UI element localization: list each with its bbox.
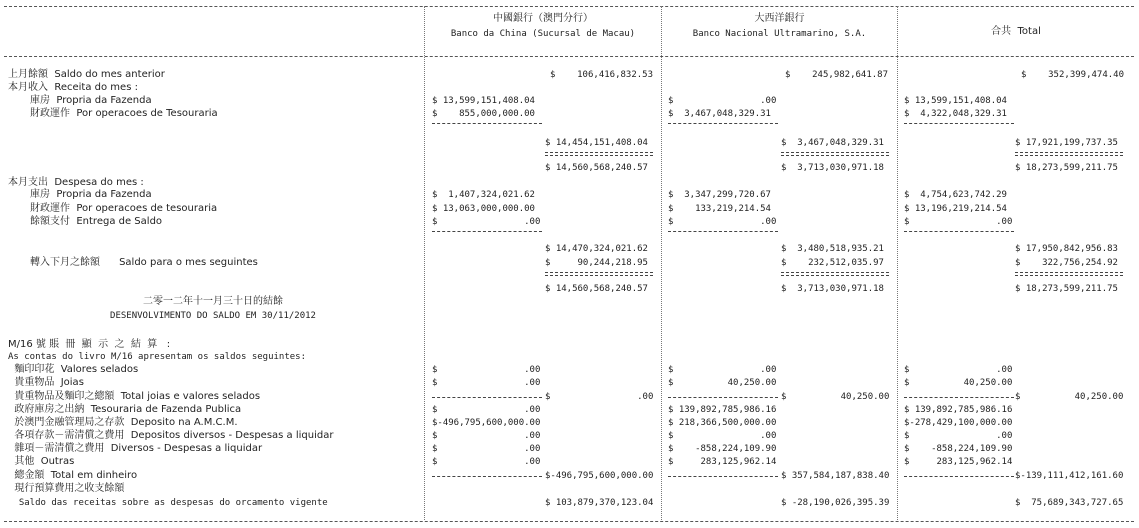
receipt-treasury-label: 庫房 Propria da Fazenda [30, 95, 152, 106]
section1-sum-total: $ 18,273,599,211.75 [1015, 163, 1118, 173]
balance-title-pt: DESENVOLVIMENTO DO SALDO EM 30/11/2012 [110, 311, 316, 321]
receipts-subtotal-total: $ 17,921,199,737.35 [1015, 138, 1118, 148]
joias-total-bnu: $ 40,250.00 [781, 392, 890, 402]
m16-row-bc: $ .00 [432, 405, 541, 415]
expense-saldo-bnu: $ .00 [668, 217, 777, 227]
m16-row-bnu: $ .00 [668, 431, 777, 441]
double-rule [781, 152, 889, 156]
rule [904, 476, 1014, 477]
expense-treasury-label: 庫房 Propria da Fazenda [30, 189, 152, 200]
m16-row-label: 政府庫房之出納 Tesouraria de Fazenda Publica [8, 404, 242, 415]
rule [668, 231, 778, 232]
expense-subtotal-total: $ 17,950,842,956.83 [1015, 244, 1118, 254]
expense-saldo-bc: $ .00 [432, 217, 541, 227]
m16-row-bc: $-496,795,600,000.00 [432, 418, 541, 428]
receipts-subtotal-bnu: $ 3,467,048,329.31 [781, 138, 884, 148]
carry-forward-label: 轉入下月之餘額 Saldo para o mes seguintes [30, 257, 258, 268]
budget-balance-bc: $ 103,879,370,123.04 [545, 498, 654, 508]
expense-operations-total: $ 13,196,219,214.54 [904, 204, 1007, 214]
m16-row-label: 其他 Outras [8, 456, 75, 467]
rule [904, 123, 1014, 124]
receipt-operations-total: $ 4,322,048,329.31 [904, 109, 1007, 119]
section2-sum-bc: $ 14,560,568,240.57 [545, 284, 648, 294]
m16-row-total: $ 283,125,962.14 [904, 457, 1013, 467]
rule [904, 231, 1014, 232]
receipt-operations-bc: $ 855,000,000.00 [432, 109, 535, 119]
rule [432, 476, 542, 477]
expense-subtotal-bnu: $ 3,480,518,935.21 [781, 244, 884, 254]
cash-total-total: $-139,111,412,161.60 [1015, 471, 1124, 481]
m16-row-total: $-278,429,100,000.00 [904, 418, 1013, 428]
balance-title-cn: 二零一二年十一月三十日的結餘 [143, 296, 283, 307]
m16-title: M/16 號 賬 冊 顯 示 之 結 算 : [8, 339, 171, 350]
cash-total-label: 總金額 Total em dinheiro [8, 470, 138, 481]
bank-china-name-cn: 中國銀行（澳門分行） [493, 13, 593, 24]
m16-row-total: $ 139,892,785,986.16 [904, 405, 1013, 415]
expense-subtotal-bc: $ 14,470,324,021.62 [545, 244, 648, 254]
expense-saldo-total: $ .00 [904, 217, 1013, 227]
receipt-treasury-total: $ 13,599,151,408.04 [904, 96, 1007, 106]
rule [432, 397, 542, 398]
m16-row-bc: $ .00 [432, 365, 541, 375]
m16-row-total: $ 40,250.00 [904, 378, 1013, 388]
double-rule [1015, 272, 1123, 276]
m16-row-bc: $ .00 [432, 444, 541, 454]
expense-treasury-total: $ 4,754,623,742.29 [904, 190, 1007, 200]
m16-row-bc: $ .00 [432, 457, 541, 467]
m16-row-label: 貴重物品及麵印之總額 Total joias e valores selados [8, 391, 261, 402]
section2-sum-bnu: $ 3,713,030,971.18 [781, 284, 884, 294]
m16-row-total: $ .00 [904, 431, 1013, 441]
receipts-subtotal-bc: $ 14,454,151,408.04 [545, 138, 648, 148]
m16-row-bnu: $ .00 [668, 365, 777, 375]
column-divider [661, 6, 662, 520]
m16-row-bnu: $ 218,366,500,000.00 [668, 418, 777, 428]
m16-row-label: 麵印印花 Valores selados [8, 364, 139, 375]
double-rule [545, 272, 653, 276]
budget-balance-label: 現行預算費用之收支餘額 [8, 483, 125, 494]
joias-total-total: $ 40,250.00 [1015, 392, 1124, 402]
bank-china-name-pt: Banco da China (Sucursal de Macau) [450, 29, 636, 39]
rule [668, 123, 778, 124]
opening-bc: $ 106,416,832.53 [550, 70, 653, 80]
expense-operations-label: 財政運作 Por operacoes de tesouraria [30, 203, 218, 214]
m16-row-label: 各項存款－需清償之費用 Depositos diversos - Despesas a liquidar [8, 430, 334, 441]
m16-row-label: 於澳門金融管理局之存款 Deposito na A.M.C.M. [8, 417, 238, 428]
bnu-name-pt: Banco Nacional Ultramarino, S.A. [692, 29, 867, 39]
m16-row-label: 雜項－需清償之費用 Diversos - Despesas a liquidar [8, 443, 263, 454]
section1-sum-bnu: $ 3,713,030,971.18 [781, 163, 884, 173]
expense-treasury-bc: $ 1,407,324,021.62 [432, 190, 535, 200]
carry-forward-bc: $ 90,244,218.95 [545, 258, 648, 268]
receipt-treasury-bc: $ 13,599,151,408.04 [432, 96, 535, 106]
m16-subtitle: As contas do livro M/16 apresentam os saldos seguintes: [8, 352, 307, 362]
expense-label: 本月支出 Despesa do mes : [8, 177, 144, 188]
m16-row-bc: $ .00 [432, 378, 541, 388]
rule [432, 231, 542, 232]
rule [432, 123, 542, 124]
expense-operations-bc: $ 13,063,000,000.00 [432, 204, 535, 214]
m16-row-bnu: $ 40,250.00 [668, 378, 777, 388]
header-divider [4, 56, 1134, 57]
m16-row-total: $ -858,224,109.90 [904, 444, 1013, 454]
joias-total-bc: $ .00 [545, 392, 654, 402]
receipt-operations-label: 財政運作 Por operacoes de Tesouraria [30, 108, 218, 119]
expense-operations-bnu: $ 133,219,214.54 [668, 204, 771, 214]
double-rule [781, 272, 889, 276]
column-divider [897, 6, 898, 520]
expense-treasury-bnu: $ 3,347,299,720.67 [668, 190, 771, 200]
section2-sum-total: $ 18,273,599,211.75 [1015, 284, 1118, 294]
m16-row-total: $ .00 [904, 365, 1013, 375]
carry-forward-total: $ 322,756,254.92 [1015, 258, 1118, 268]
cash-total-bnu: $ 357,584,187,838.40 [781, 471, 890, 481]
opening-total: $ 352,399,474.40 [1021, 70, 1124, 80]
m16-row-bc: $ .00 [432, 431, 541, 441]
m16-row-bnu: $ 283,125,962.14 [668, 457, 777, 467]
opening-balance-label: 上月餘額 Saldo do mes anterior [8, 69, 165, 80]
m16-row-bnu: $ -858,224,109.90 [668, 444, 777, 454]
receipt-treasury-bnu: $ .00 [668, 96, 777, 106]
double-rule [1015, 152, 1123, 156]
column-divider [424, 6, 425, 520]
receipts-label: 本月收入 Receita do mes : [8, 82, 138, 93]
rule [668, 476, 778, 477]
carry-forward-bnu: $ 232,512,035.97 [781, 258, 884, 268]
budget-balance-total: $ 75,689,343,727.65 [1015, 498, 1124, 508]
expense-saldo-label: 餘額支付 Entrega de Saldo [30, 216, 163, 227]
bnu-name-cn: 大西洋銀行 [754, 13, 805, 24]
double-rule [545, 152, 653, 156]
m16-row-label: 貴重物品 Joias [8, 377, 84, 388]
total-header: 合共 Total [991, 26, 1041, 37]
budget-balance-bnu: $ -28,190,026,395.39 [781, 498, 890, 508]
cash-total-bc: $-496,795,600,000.00 [545, 471, 654, 481]
section1-sum-bc: $ 14,560,568,240.57 [545, 163, 648, 173]
opening-bnu: $ 245,982,641.87 [785, 70, 888, 80]
m16-row-bnu: $ 139,892,785,986.16 [668, 405, 777, 415]
rule [668, 397, 778, 398]
budget-balance-sublabel: Saldo das receitas sobre as despesas do orcamento vigente [8, 498, 328, 508]
receipt-operations-bnu: $ 3,467,048,329.31 [668, 109, 771, 119]
rule [904, 397, 1014, 398]
